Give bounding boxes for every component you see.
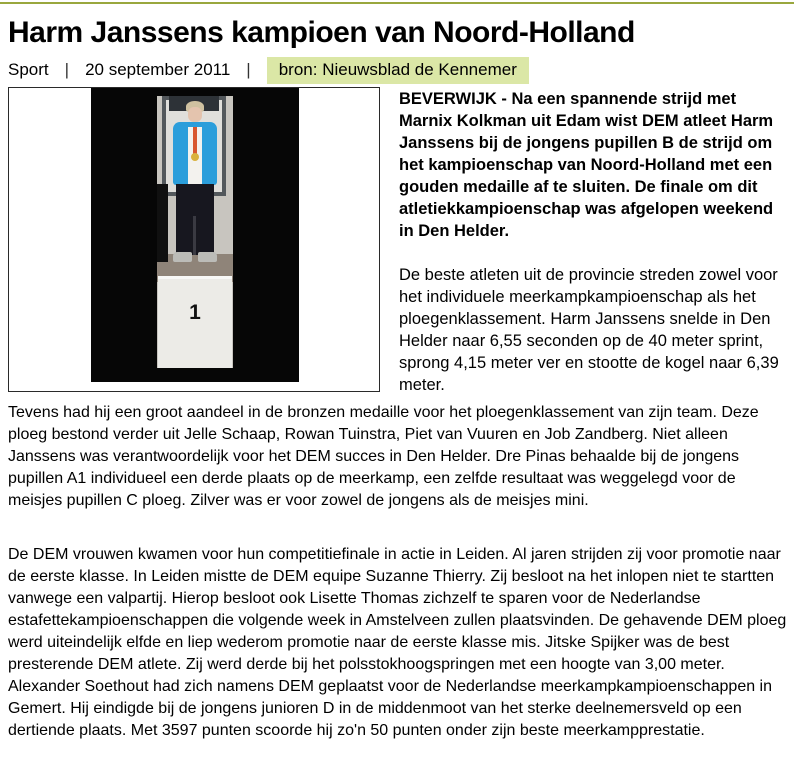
lead-column [399,87,788,418]
photo-medal-ribbon [193,127,197,154]
paragraph-results: De beste atleten uit de provincie streden zowel voor het individuele meerkampkampioenschap als het ploegenklassement. Harm Janssens snelde in Den Helder naar 6,55 seconden op de 40 meter sprint, sprong 4,15 meter ver en stootte de kogel naar 6,39 meter. [399,266,779,394]
source-badge: bron: Nieuwsblad de Kennemer [267,57,529,84]
paragraph-women: De DEM vrouwen kwamen voor hun competitiefinale in actie in Leiden. Al jaren strijden zij voor promotie naar de eerste klasse. In Leiden mistte de DEM equipe Suzanne Thierry. Zij besloot na het inlopen niet te startten vanwege een valpartij. Hierop besloot ook Lisette Thomas zichzelf te sparen voor de Nederlandse estafettekampioenschappen die volgende week in Amstelveen zullen plaatsvinden. De gehavende DEM ploeg werd uiteindelijk elfde en liep wederom promotie naar de eerste klasse mis. Jitske Spijker was de best presterende DEM atlete. Zij werd derde bij het polsstokhoogspringen met een hoogte van 3,00 meter. Alexander Soethout had zich namens DEM geplaatst voor de Nederlandse meerkampkampioenschappen in Gemert. Hij eindigde bij de jongens junioren D in de middenmoot van het sterke deelnemersveld op een dertiende plaats. Met 3597 punten scoorde hij zo'n 50 punten onder zijn beste meerkampprestatie. [8,546,787,739]
photo-boy-face [188,107,202,122]
lead-paragraph: BEVERWIJK - Na een spannende strijd met Marnix Kolkman uit Edam wist DEM atleet Harm Janssens bij de jongens pupillen B de strijd om het kampioenschap van Noord-Holland met een gouden medaille af te sluiten. De finale om dit atletiekkampioenschap was afgelopen weekend in Den Helder. [399,90,774,240]
podium-block [158,276,232,368]
top-divider [0,2,794,4]
article-meta [8,57,788,83]
date-label: 20 september 2011 [85,60,231,79]
photo-medal [191,153,199,161]
article-photo-frame [8,87,380,392]
category-label: Sport [8,60,49,79]
content-row [8,87,788,418]
photo-black-background [91,88,299,382]
paragraph-team: Tevens had hij een groot aandeel in de bronzen medaille voor het ploegenklassement van zijn team. Deze ploeg bestond verder uit Jelle Schaap, Rowan Tuinstra, Piet van Vuuren en Job Zandberg. Niet alleen Janssens was verantwoordelijk voor het DEM succes in Den Helder. Dre Pinas behaalde bij de jongens pupillen A1 individueel een derde plaats op de meerkamp, een zelfde resultaat was weggelegd voor de meisjes pupillen C ploeg. Zilver was er voor zowel de jongens als de meisjes mini. [8,404,759,509]
photo-boy-pants-split [193,216,196,255]
photo-boy-shoe [198,252,217,262]
meta-separator: | [246,60,251,79]
photo-boy-shoe [173,252,192,262]
podium-number: 1 [189,301,201,324]
meta-separator: | [64,60,70,79]
photo-bystander-shadow [157,184,168,262]
photo-boy-on-podium [157,96,233,368]
page-title: Harm Janssens kampioen van Noord-Holland [8,16,635,49]
